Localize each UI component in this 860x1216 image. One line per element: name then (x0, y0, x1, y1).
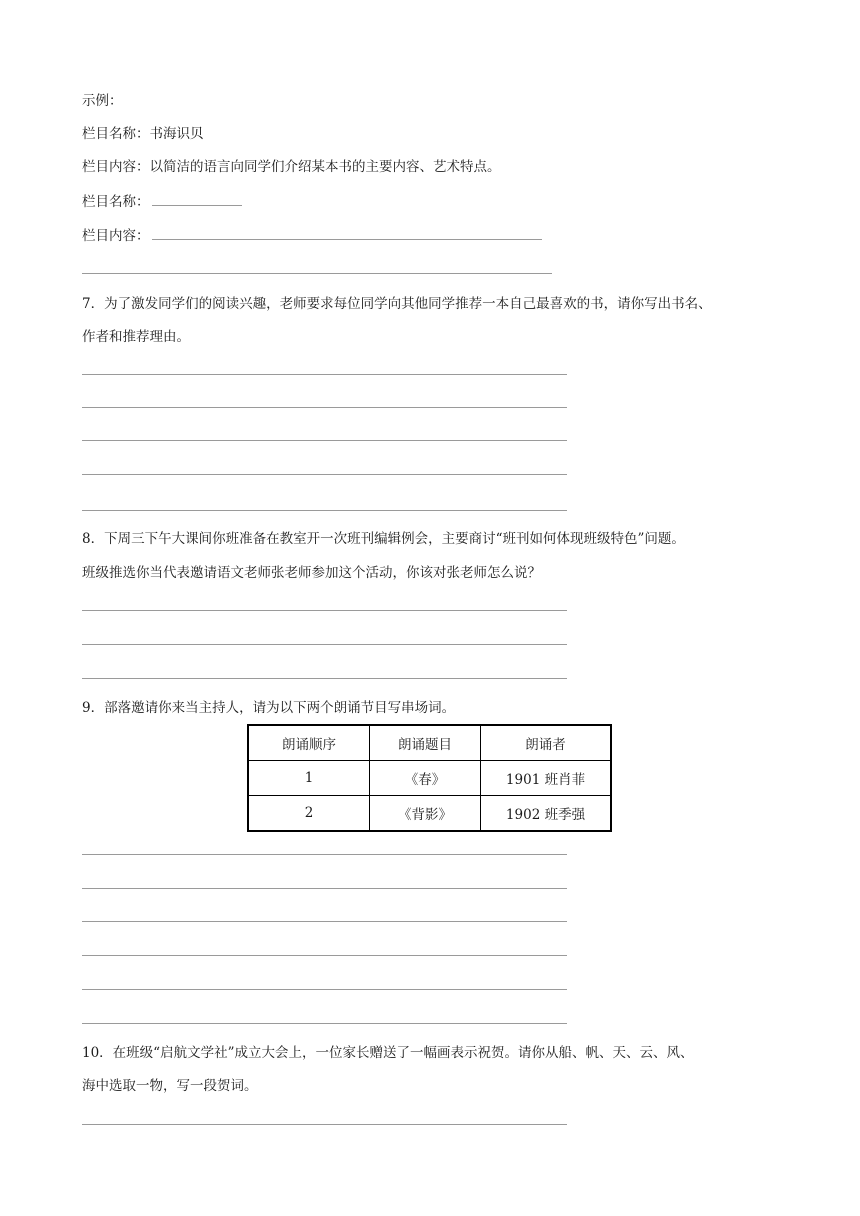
q9-text-line1: 9．部落邀请你来当主持人，请为以下两个朗诵节目写串场词。 (82, 700, 456, 716)
row2-order: 2 (248, 796, 370, 832)
q10-text-line1: 10．在班级“启航文学社”成立大会上，一位家长赠送了一幅画表示祝贺。请你从船、帆、天、云、风、 (82, 1045, 694, 1061)
column-content-blank[interactable] (152, 227, 542, 240)
answer-line[interactable] (82, 989, 567, 990)
column-content-prompt (82, 227, 542, 245)
header-order: 朗诵顺序 (248, 725, 370, 761)
answer-line[interactable] (82, 854, 567, 855)
table-header-row (248, 725, 611, 761)
answer-line[interactable] (82, 1124, 567, 1125)
q8-text-line1: 8．下周三下午大课间你班准备在教室开一次班刊编辑例会，主要商讨“班刊如何体现班级特色”问题。 (82, 531, 685, 547)
row2-reciter: 1902 班季强 (481, 796, 612, 832)
column-name-prompt (82, 193, 242, 211)
answer-line[interactable] (82, 921, 567, 922)
answer-line[interactable] (82, 510, 567, 511)
table-row (248, 761, 611, 796)
answer-line[interactable] (82, 1023, 567, 1024)
answer-line[interactable] (82, 644, 567, 645)
header-reciter: 朗诵者 (481, 725, 612, 761)
answer-line[interactable] (82, 678, 567, 679)
q7-text-line1: 7．为了激发同学们的阅读兴趣，老师要求每位同学向其他同学推荐一本自己最喜欢的书，请你写出书名、 (82, 296, 712, 312)
table-row (248, 796, 611, 832)
row1-order: 1 (248, 761, 370, 796)
answer-line[interactable] (82, 474, 567, 475)
row1-reciter: 1901 班肖菲 (481, 761, 612, 796)
column-content-label: 栏目内容： (82, 228, 150, 244)
answer-line[interactable] (82, 407, 567, 408)
row2-title: 《背影》 (370, 796, 481, 832)
row1-title: 《春》 (370, 761, 481, 796)
answer-line[interactable] (82, 374, 567, 375)
example-label: 示例： (82, 93, 123, 109)
column-name-blank[interactable] (152, 193, 242, 206)
answer-line[interactable] (82, 610, 567, 611)
column-name-label: 栏目名称： (82, 194, 150, 210)
header-title: 朗诵题目 (370, 725, 481, 761)
example-column-name: 栏目名称：书海识贝 (82, 126, 204, 142)
answer-line[interactable] (82, 273, 552, 274)
answer-line[interactable] (82, 440, 567, 441)
q10-text-line2: 海中选取一物，写一段贺词。 (82, 1078, 258, 1094)
recitation-table (247, 724, 612, 832)
answer-line[interactable] (82, 888, 567, 889)
example-column-content: 栏目内容：以简洁的语言向同学们介绍某本书的主要内容、艺术特点。 (82, 159, 501, 175)
q7-text-line2: 作者和推荐理由。 (82, 329, 190, 345)
answer-line[interactable] (82, 955, 567, 956)
q8-text-line2: 班级推选你当代表邀请语文老师张老师参加这个活动，你该对张老师怎么说？ (82, 565, 541, 581)
